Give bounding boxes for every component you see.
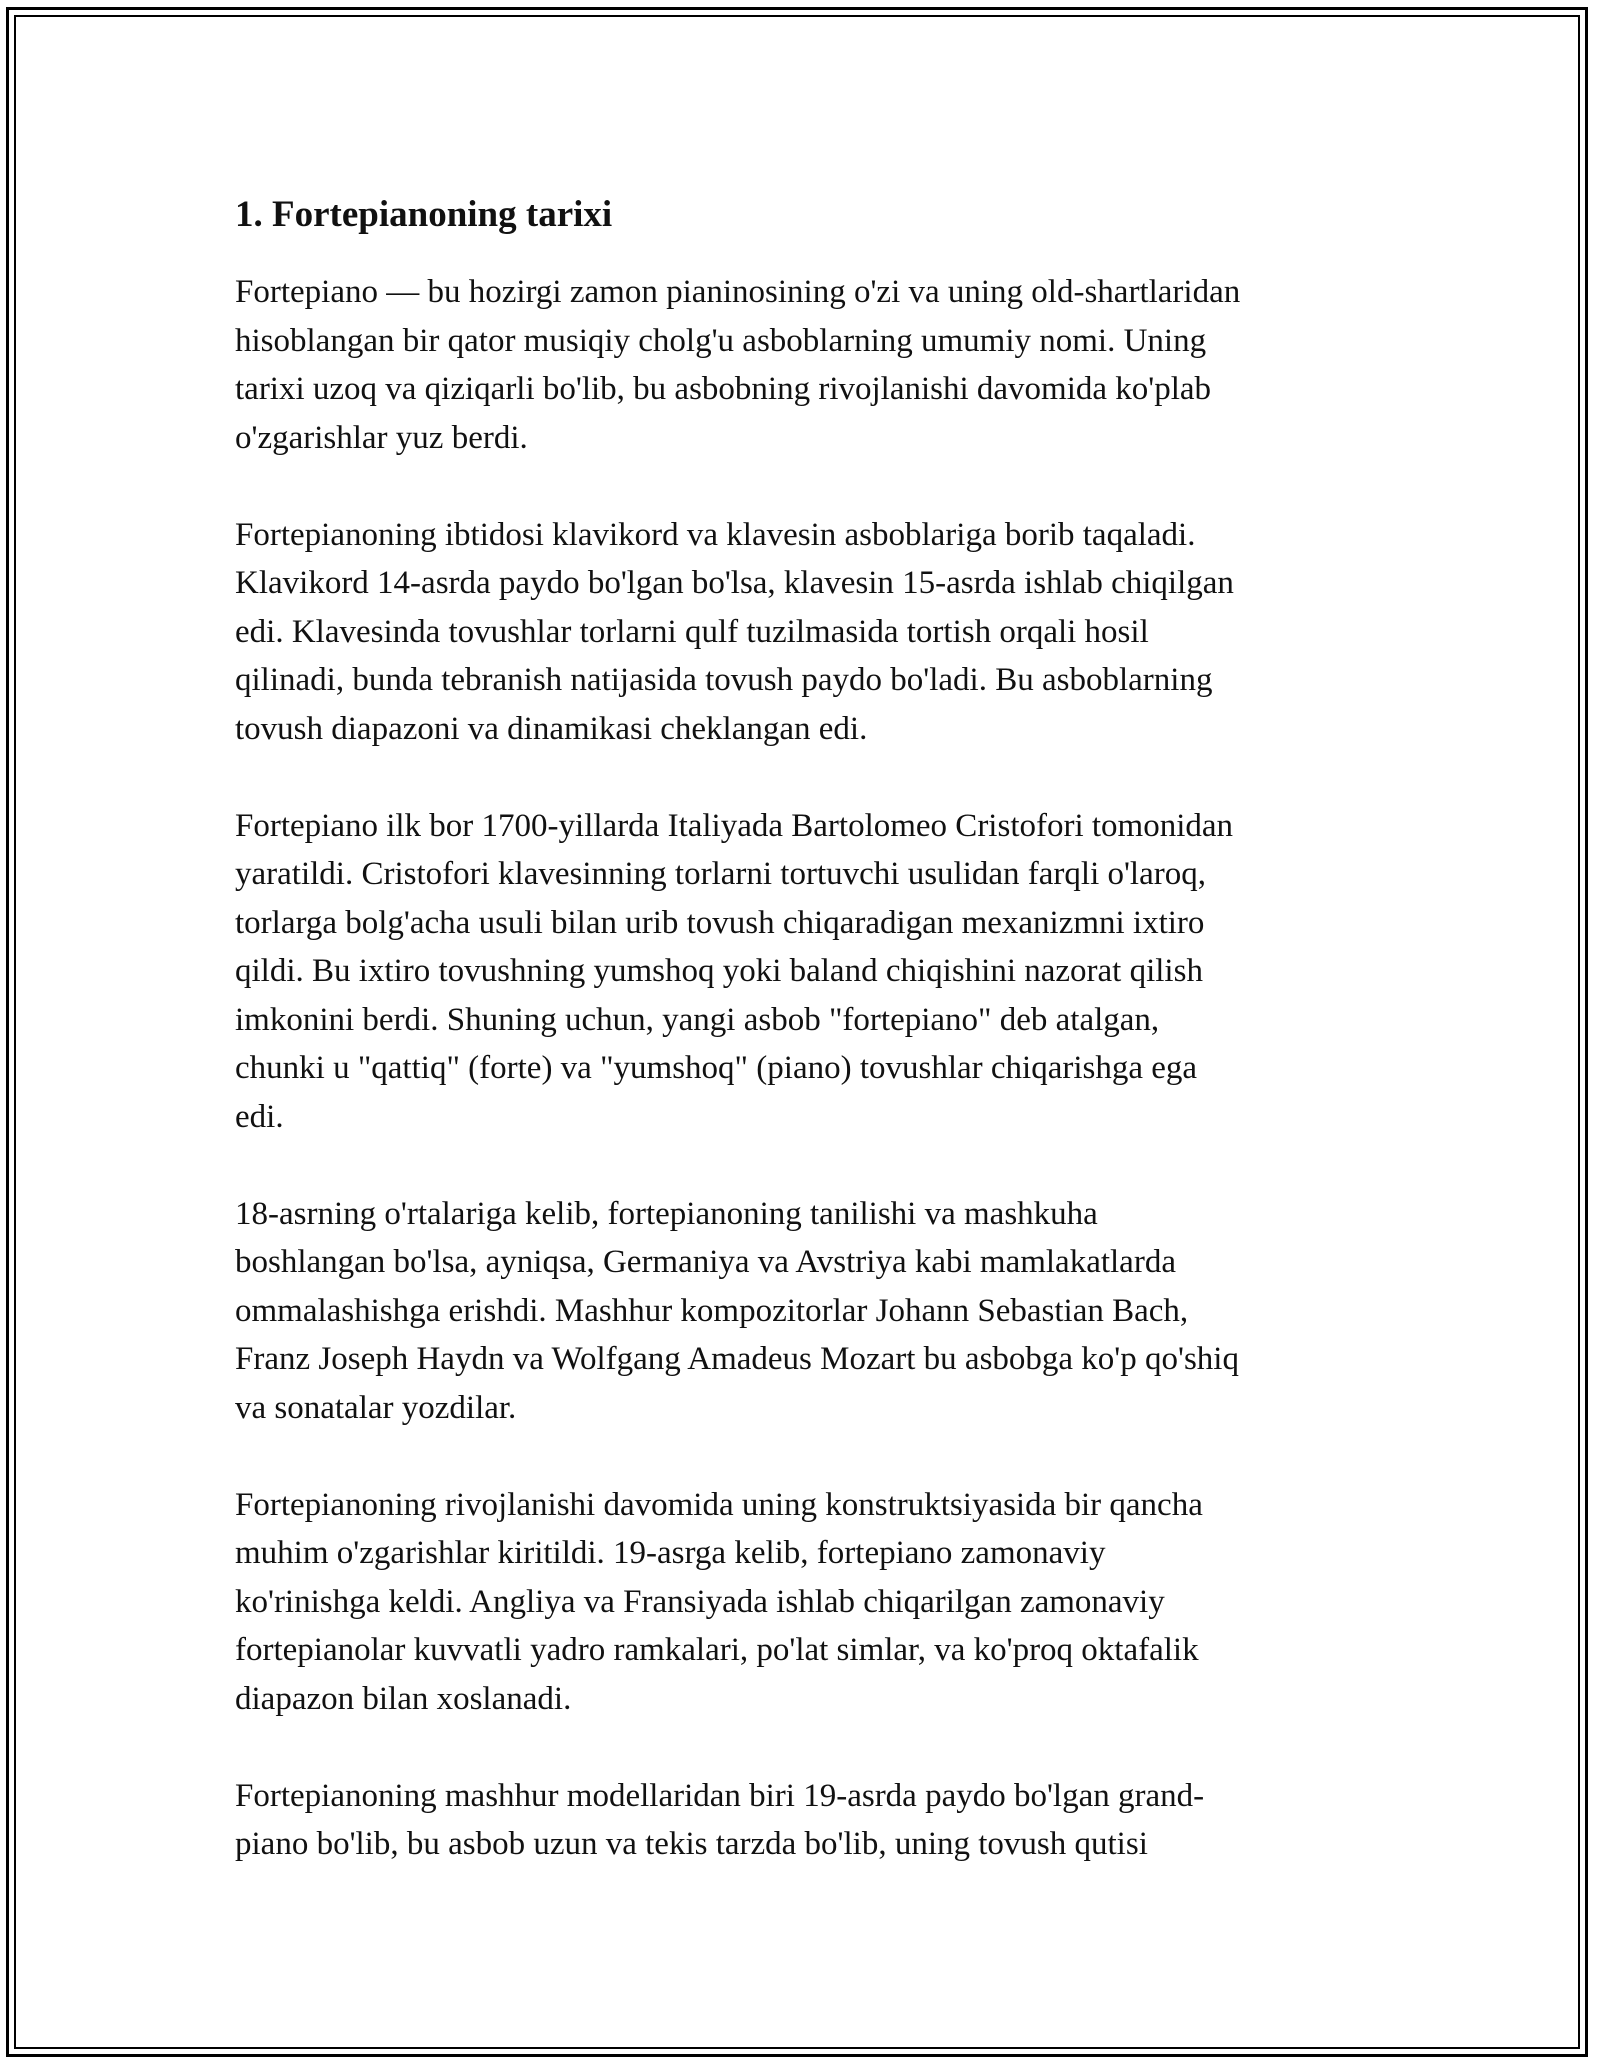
document-body xyxy=(235,186,1365,1917)
paragraph-3: Fortepiano ilk bor 1700-yillarda Italiyada Bartolomeo Cristofori tomonidan yaratildi. Cristofori klavesinning torlarni tortuvchi usulidan farqli o'laroq, torlarga bolg'acha usuli bilan urib tovush chiqaradigan mexanizmni ixtiro qildi. Bu ixtiro tovushning yumshoq yoki baland chiqishini nazorat qilish imkonini berdi. Shuning uchun, yangi asbob "fortepiano" deb atalgan, chunki u "qattiq" (forte) va "yumshoq" (piano) tovushlar chiqarishga ega edi. xyxy=(235,807,1234,1135)
paragraph-5: Fortepianoning rivojlanishi davomida uning konstruktsiyasida bir qancha muhim o'zgarishlar kiritildi. 19-asrga kelib, fortepiano zamonaviy ko'rinishga keldi. Angliya va Fransiyada ishlab chiqarilgan zamonaviy fortepianolar kuvvatli yadro ramkalari, po'lat simlar, va ko'proq oktafalik diapazon bilan xoslanadi. xyxy=(235,1486,1203,1717)
paragraph-4: 18-asrning o'rtalariga kelib, fortepianoning tanilishi va mashkuha boshlangan bo'lsa, ayniqsa, Germaniya va Avstriya kabi mamlakatlarda ommalashishga erishdi. Mashhur kompozitorlar Johann Sebastian Bach, Franz Joseph Haydn va Wolfgang Amadeus Mozart bu asbobga ko'p qo'shiq va sonatalar yozdilar. xyxy=(235,1195,1239,1426)
paragraph-1: Fortepiano — bu hozirgi zamon pianinosining o'zi va uning old-shartlaridan hisoblangan bir qator musiqiy cholg'u asboblarning umumiy nomi. Uning tarixi uzoq va qiziqarli bo'lib, bu asbobning rivojlanishi davomida ko'plab o'zgarishlar yuz berdi. xyxy=(235,274,1241,456)
section-heading: 1. Fortepianoning tarixi xyxy=(235,194,613,235)
paragraph-2: Fortepianoning ibtidosi klavikord va klavesin asboblariga borib taqaladi. Klavikord 14-asrda paydo bo'lgan bo'lsa, klavesin 15-asrda ishlab chiqilgan edi. Klavesinda tovushlar torlarni qulf tuzilmasida tortish orqali hosil qilinadi, bunda tebranish natijasida tovush paydo bo'ladi. Bu asboblarning tovush diapazoni va dinamikasi cheklangan edi. xyxy=(235,516,1234,747)
paragraph-6: Fortepianoning mashhur modellaridan biri 19-asrda paydo bo'lgan grand- piano bo'lib, bu asbob uzun va tekis tarzda bo'lib, uning tovush qutisi xyxy=(235,1777,1205,1862)
